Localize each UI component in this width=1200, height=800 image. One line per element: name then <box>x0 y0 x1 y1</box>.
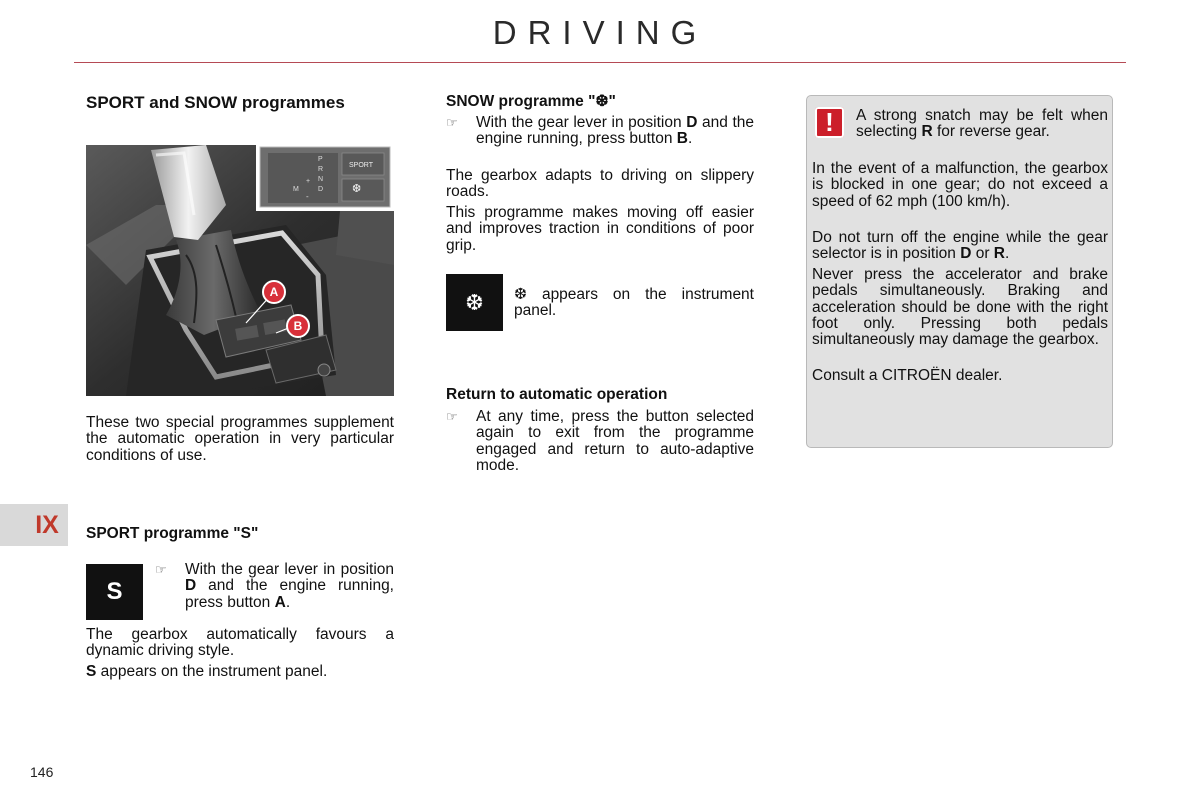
snow-bullet <box>446 115 754 148</box>
pointing-hand-icon: ☞ <box>446 409 458 424</box>
return-bullet-text: At any time, press the button selected again to exit from the programme engaged and return to auto-adaptive mode. <box>476 408 754 474</box>
snow-heading: SNOW programme "❆" <box>446 93 616 110</box>
section-heading: SPORT and SNOW programmes <box>86 93 345 112</box>
inset-sport-label: SPORT <box>349 162 373 169</box>
warning-text-1: A strong snatch may be felt when selecting R for reverse gear. <box>856 107 1108 141</box>
inset-snow-icon: ❆ <box>352 183 362 195</box>
inset-plus: + <box>306 178 311 185</box>
snow-paragraph-1: The gearbox adapts to driving on slippery roads. <box>446 167 754 201</box>
warning-text-2: In the event of a malfunction, the gearbox is blocked in one gear; do not exceed a speed of 62 mph (100 km/h). <box>812 160 1108 210</box>
sport-paragraph-2: S appears on the instrument panel. <box>86 663 328 680</box>
sport-bullet <box>155 562 394 611</box>
sport-icon: S <box>86 564 143 620</box>
snow-icon-caption: ❆ appears on the instrument panel. <box>514 286 754 320</box>
pointing-hand-icon: ☞ <box>446 115 458 130</box>
return-bullet <box>446 409 754 474</box>
inset-gear-r: R <box>318 166 324 173</box>
inset-gear-d: D <box>318 186 324 193</box>
gear-lever-illustration <box>86 145 394 396</box>
sport-paragraph-1: The gearbox automatically favours a dynamic driving style. <box>86 626 394 660</box>
sport-heading: SPORT programme "S" <box>86 525 259 542</box>
inset-gear-n: N <box>318 176 324 183</box>
chapter-label: IX <box>35 510 59 539</box>
snowflake-icon: ❆ <box>446 274 503 331</box>
page-title: DRIVING <box>492 14 708 51</box>
warning-text-4: Never press the accelerator and brake pedals simultaneously. Braking and acceleration should be done with the right foot only. Pressing both pedals simultaneously may damage the gearbox. <box>812 266 1108 349</box>
callout-a: A <box>262 280 286 304</box>
warning-icon: ! <box>815 107 844 138</box>
inset-gear-p: P <box>318 156 323 163</box>
title-rule <box>74 62 1126 63</box>
snow-bullet-text: With the gear lever in position D and the engine running, press button B. <box>476 114 754 148</box>
gear-lever-photo <box>86 145 394 396</box>
warning-text-3: Do not turn off the engine while the gear selector is in position D or R. <box>812 229 1108 263</box>
intro-paragraph: These two special programmes supplement the automatic operation in very particular conditions of use. <box>86 414 394 464</box>
warning-text-5: Consult a CITROËN dealer. <box>812 367 1003 384</box>
sport-bullet-text: With the gear lever in position D and the engine running, press button A. <box>185 561 394 611</box>
snow-paragraph-2: This programme makes moving off easier and improves traction in conditions of poor grip. <box>446 204 754 254</box>
pointing-hand-icon: ☞ <box>155 562 167 577</box>
page-number: 146 <box>30 764 54 780</box>
inset-gear-m: M <box>293 186 299 193</box>
callout-b: B <box>286 314 310 338</box>
inset-minus: - <box>306 192 309 201</box>
return-heading: Return to automatic operation <box>446 386 668 403</box>
